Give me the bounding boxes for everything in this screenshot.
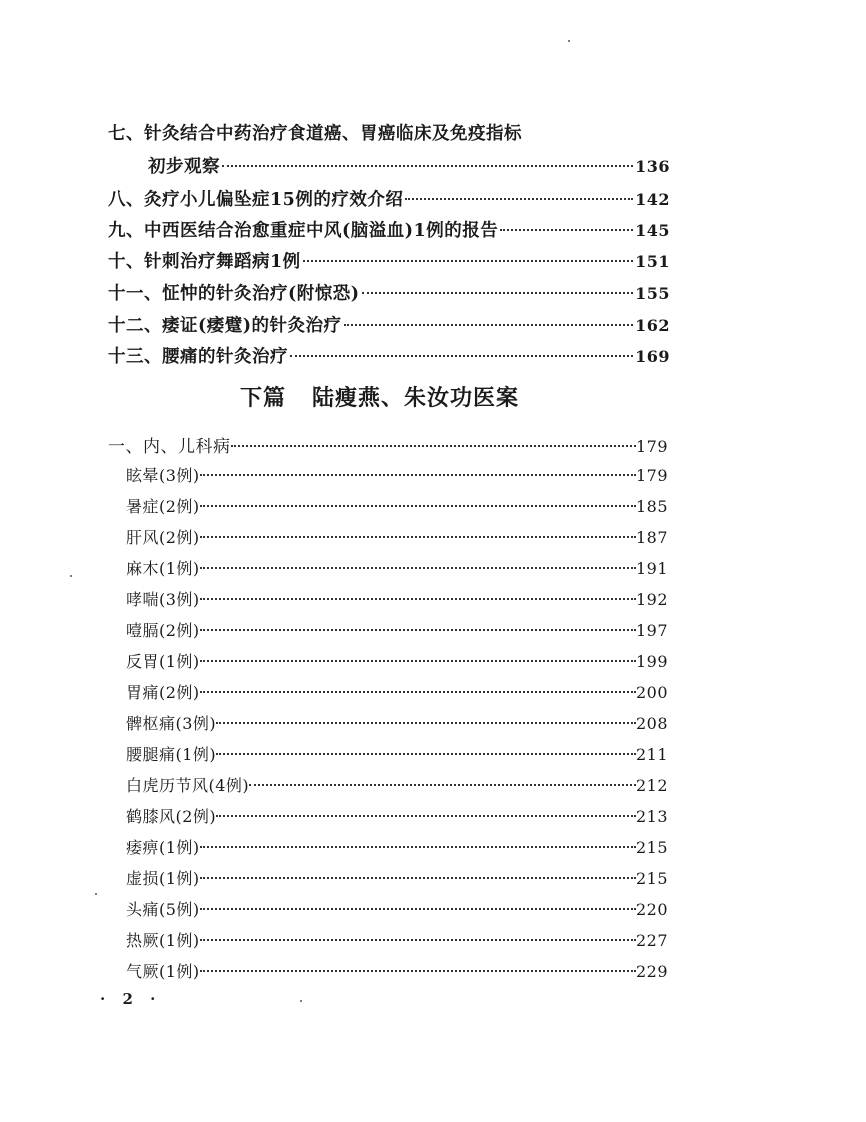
toc-page-number: 215	[635, 838, 668, 857]
toc-item-label: 热厥(1例)	[126, 931, 200, 950]
dot-leader	[200, 629, 636, 631]
toc-page-number: 220	[635, 900, 668, 919]
toc-page-number: 145	[635, 221, 670, 240]
toc-entry-label: 十三、腰痛的针灸治疗	[108, 347, 288, 367]
toc-item-label: 暑症(2例)	[126, 497, 200, 516]
toc-item-label: 痿痹(1例)	[126, 838, 200, 857]
toc-page-number: 211	[635, 745, 668, 764]
section-part-label: 下篇	[240, 386, 287, 411]
toc-item-label: 哮喘(3例)	[126, 590, 200, 609]
toc-item-label: 反胃(1例)	[126, 652, 200, 671]
dot-leader	[362, 292, 634, 294]
toc-entry-11	[108, 280, 670, 305]
toc-item	[126, 742, 668, 765]
toc-entry-9	[108, 217, 670, 242]
dot-leader	[200, 660, 636, 662]
toc-page-number: 213	[635, 807, 668, 826]
toc-item	[126, 649, 668, 672]
dot-leader	[344, 324, 634, 326]
dot-leader	[200, 691, 636, 693]
toc-item	[126, 587, 668, 610]
toc-page-number: 179	[635, 466, 668, 485]
toc-page-number: 185	[635, 497, 668, 516]
toc-item-label: 腰腿痛(1例)	[126, 745, 217, 764]
dot-leader	[200, 877, 636, 879]
dot-leader	[290, 355, 633, 357]
toc-entry-label: 七、针灸结合中药治疗食道癌、胃癌临床及免疫指标	[108, 124, 522, 144]
toc-entry-label: 十、针刺治疗舞蹈病1例	[108, 252, 301, 272]
section-title: 陆瘦燕、朱汝功医案	[312, 386, 520, 411]
toc-item	[126, 866, 668, 889]
toc-entry-12	[108, 312, 670, 337]
toc-item-label: 气厥(1例)	[126, 962, 200, 981]
toc-page-number: 151	[635, 252, 670, 271]
toc-item-label: 眩晕(3例)	[126, 466, 200, 485]
section-heading	[240, 381, 519, 412]
toc-page-number: 162	[635, 316, 670, 335]
toc-entry-label: 初步观察	[148, 157, 220, 177]
toc-page-number: 192	[635, 590, 668, 609]
toc-page-number: 229	[635, 962, 668, 981]
toc-page-number: 187	[635, 528, 668, 547]
toc-entry-label: 九、中西医结合治愈重症中风(脑溢血)1例的报告	[108, 221, 499, 241]
toc-category	[108, 432, 668, 457]
dot-leader	[200, 536, 636, 538]
toc-entry-7	[108, 120, 670, 145]
dot-leader	[216, 722, 636, 724]
toc-item	[126, 711, 668, 734]
toc-item-label: 胃痛(2例)	[126, 683, 200, 702]
dot-leader	[200, 474, 636, 476]
dot-leader	[200, 598, 636, 600]
toc-page-number: 179	[635, 437, 668, 456]
toc-entry-label: 八、灸疗小儿偏坠症15例的疗效介绍	[108, 190, 404, 210]
toc-entry-13	[108, 343, 670, 368]
toc-page-number: 142	[635, 190, 670, 209]
toc-item	[126, 618, 668, 641]
toc-item	[126, 680, 668, 703]
dot-leader	[405, 198, 633, 200]
toc-page-number: 208	[635, 714, 668, 733]
dot-leader	[249, 784, 636, 786]
dot-leader	[200, 846, 636, 848]
toc-item	[126, 928, 668, 951]
toc-page-number: 197	[635, 621, 668, 640]
scan-speck	[70, 575, 72, 577]
dot-leader	[200, 567, 636, 569]
toc-page-number: 155	[635, 284, 670, 303]
toc-item	[126, 897, 668, 920]
toc-entry-label: 十二、痿证(痿躄)的针灸治疗	[108, 316, 342, 336]
toc-category-label: 一、内、儿科病	[108, 437, 231, 457]
toc-page-number: 136	[635, 157, 670, 176]
toc-item-label: 白虎历节风(4例)	[126, 776, 250, 795]
page-number-footer: · 2 ·	[100, 990, 162, 1008]
dot-leader	[231, 445, 636, 447]
toc-page-number: 227	[635, 931, 668, 950]
toc-item	[126, 525, 668, 548]
toc-item-label: 虚损(1例)	[126, 869, 200, 888]
toc-page-number: 191	[635, 559, 668, 578]
toc-item	[126, 556, 668, 579]
scan-speck	[568, 40, 570, 42]
toc-item	[126, 835, 668, 858]
dot-leader	[500, 229, 633, 231]
toc-entry-7-cont	[148, 153, 670, 178]
toc-entry-label: 十一、怔忡的针灸治疗(附惊恐)	[108, 284, 360, 304]
toc-entry-8	[108, 186, 670, 211]
toc-item-label: 鹤膝风(2例)	[126, 807, 217, 826]
dot-leader	[222, 165, 633, 167]
dot-leader	[200, 970, 636, 972]
toc-item-label: 肝风(2例)	[126, 528, 200, 547]
toc-page-number: 199	[635, 652, 668, 671]
dot-leader	[216, 815, 636, 817]
toc-item	[126, 463, 668, 486]
toc-item	[126, 773, 668, 796]
toc-item	[126, 959, 668, 982]
dot-leader	[216, 753, 636, 755]
toc-item	[126, 804, 668, 827]
toc-item	[126, 494, 668, 517]
toc-entry-10	[108, 248, 670, 273]
toc-item-label: 头痛(5例)	[126, 900, 200, 919]
toc-page-number: 215	[635, 869, 668, 888]
toc-item-label: 噎膈(2例)	[126, 621, 200, 640]
toc-item-label: 髀枢痛(3例)	[126, 714, 217, 733]
dot-leader	[200, 505, 636, 507]
toc-page-number: 212	[635, 776, 668, 795]
toc-item-label: 麻木(1例)	[126, 559, 200, 578]
dot-leader	[200, 908, 636, 910]
dot-leader	[200, 939, 636, 941]
scan-speck	[95, 893, 97, 895]
scan-speck	[300, 1000, 302, 1002]
toc-page-number: 169	[635, 347, 670, 366]
dot-leader	[303, 260, 633, 262]
toc-page-number: 200	[635, 683, 668, 702]
